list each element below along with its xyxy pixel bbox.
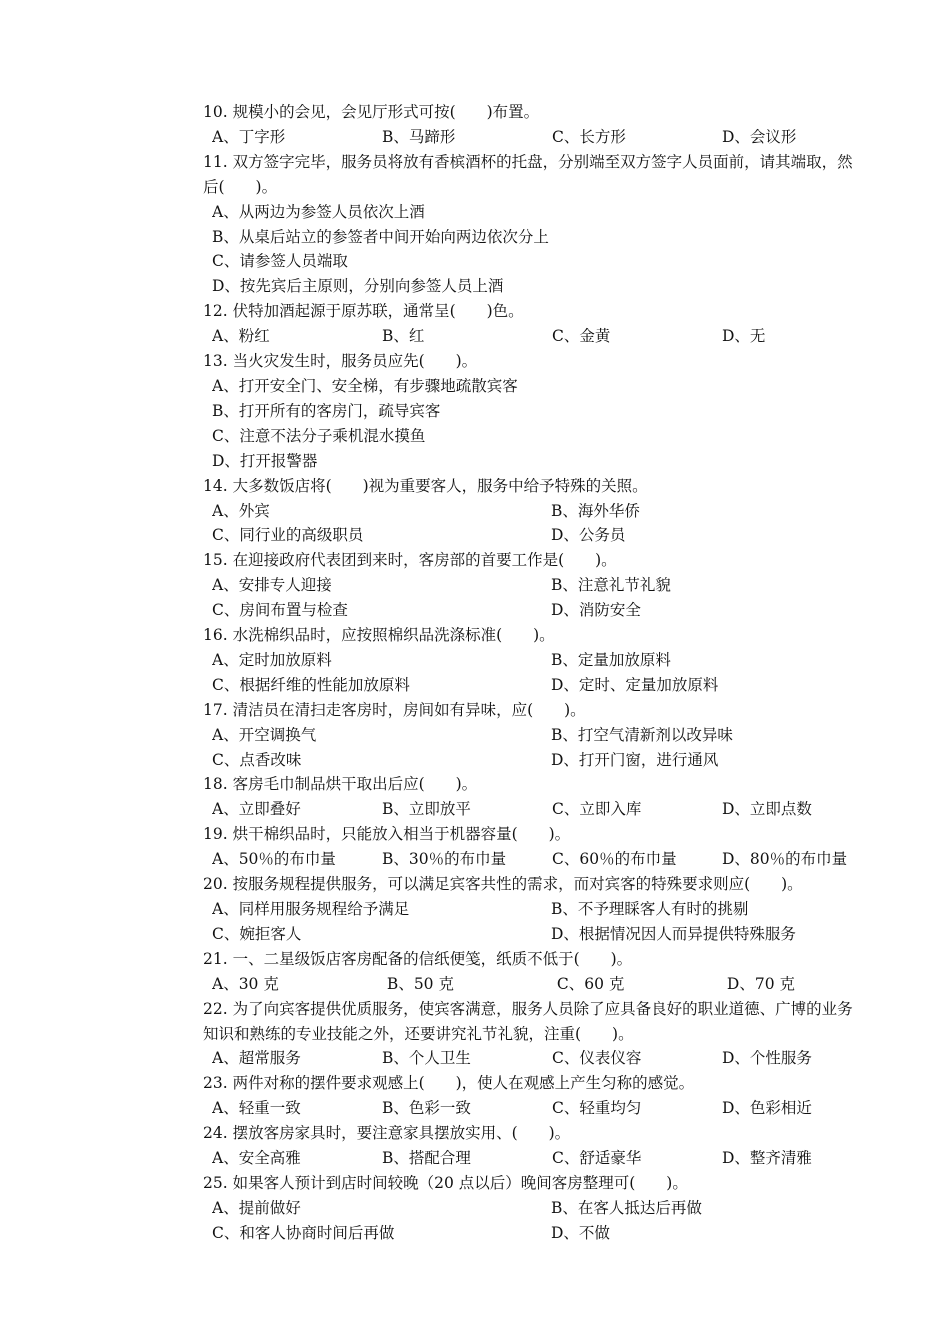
option-list [203,1146,863,1171]
answer-option: D、整齐清雅 [722,1149,812,1168]
answer-option: C、仪表仪容 [552,1049,642,1068]
answer-option: D、色彩相近 [722,1099,812,1118]
answer-option: A、外宾 [212,501,270,520]
answer-option: A、安全高雅 [212,1149,301,1168]
exam-page [203,100,863,1246]
option-list [203,1096,863,1121]
question-text: 14. 大多数饭店将( )视为重要客人，服务中给予特殊的关照。 [203,476,648,495]
answer-option: C、注意不法分子乘机混水摸鱼 [212,426,426,445]
answer-option: B、立即放平 [382,800,471,819]
answer-option: B、不予理睬客人有时的挑剔 [551,900,749,918]
answer-option: D、根据情况因人而异提供特殊服务 [551,924,796,943]
question-text: 17. 清洁员在清扫走客房时，房间如有异味，应( )。 [203,700,586,719]
answer-option: D、个性服务 [722,1049,812,1068]
answer-option: C、立即入库 [552,800,642,819]
answer-option: A、粉红 [212,327,270,346]
answer-option: C、长方形 [552,127,626,146]
answer-option: A、从两边为参签人员依次上酒 [212,202,425,221]
answer-option: B、打开所有的客房门，疏导宾客 [212,401,441,420]
question-text: 23. 两件对称的摆件要求观感上( )，使人在观感上产生匀称的感觉。 [203,1074,695,1093]
answer-option: B、在客人抵达后再做 [551,1198,702,1217]
answer-option: C、和客人协商时间后再做 [212,1223,395,1242]
answer-option: C、同行业的高级职员 [212,526,364,545]
answer-option: D、80％的布巾量 [722,850,848,869]
answer-option: A、定时加放原料 [212,650,332,669]
question-text: 22. 为了向宾客提供优质服务，使宾客满意，服务人员除了应具备良好的职业道德、广博的业务知识和熟练的专业技能之外，还要讲究礼节礼貌，注重( )。 [203,999,853,1043]
question-text: 13. 当火灾发生时，服务员应先( )。 [203,352,478,371]
answer-option: D、定时、定量加放原料 [551,675,719,694]
answer-option: B、50 克 [382,974,454,993]
answer-option: B、30％的布巾量 [382,850,507,869]
answer-option: C、舒适豪华 [552,1149,642,1168]
answer-option: A、50％的布巾量 [212,850,336,869]
answer-option: A、同样用服务规程给予满足 [212,900,410,918]
answer-option: B、个人卫生 [382,1049,471,1068]
answer-option: C、60％的布巾量 [552,850,677,869]
answer-option: D、70 克 [722,974,796,993]
answer-option: B、打空气清新剂以改异味 [551,725,733,744]
question-text: 16. 水洗棉织品时，应按照棉织品洗涤标准( )。 [203,626,555,645]
question-text: 12. 伏特加酒起源于原苏联，通常呈( )色。 [203,302,524,321]
answer-option: B、定量加放原料 [551,650,671,669]
answer-option: A、提前做好 [212,1198,301,1217]
question-text: 10. 规模小的会见，会见厅形式可按( )布置。 [203,103,540,121]
answer-option: D、公务员 [551,526,626,545]
answer-option: D、按先宾后主原则，分别向参签人员上酒 [212,277,504,296]
answer-option: B、红 [382,327,425,346]
option-list [203,1046,863,1071]
question-text: 18. 客房毛巾制品烘干取出后应( )。 [203,775,478,794]
question-text: 21. 一、二星级饭店客房配备的信纸便笺，纸质不低于( )。 [203,949,633,968]
option-list [203,723,863,773]
question-text: 19. 烘干棉织品时，只能放入相当于机器容量( )。 [203,825,571,844]
option-list [203,374,863,474]
answer-option: D、不做 [551,1223,610,1242]
answer-option: C、根据纤维的性能加放原料 [212,675,410,694]
option-list [203,499,863,549]
question-text: 11. 双方签字完毕，服务员将放有香槟酒杯的托盘，分别端至双方签字人员面前，请其端取，然后( )。 [203,152,853,196]
answer-option: B、马蹄形 [382,127,456,146]
answer-option: A、开空调换气 [212,725,317,744]
question-text: 24. 摆放客房家具时，要注意家具摆放实用、( )。 [203,1124,571,1143]
answer-option: A、丁字形 [212,127,286,146]
question-text: 25. 如果客人预计到店时间较晚（20 点以后）晚间客房整理可( )。 [203,1173,688,1192]
option-list [203,648,863,698]
option-list [203,1196,863,1246]
answer-option: B、色彩一致 [382,1099,471,1118]
answer-option: C、点香改味 [212,750,302,769]
answer-option: B、注意礼节礼貌 [551,576,671,595]
answer-option: B、搭配合理 [382,1149,471,1168]
option-list [203,972,863,997]
answer-option: B、海外华侨 [551,501,640,520]
answer-option: A、轻重一致 [212,1099,301,1118]
option-list [203,797,863,822]
answer-option: C、婉拒客人 [212,924,302,943]
answer-option: D、打开报警器 [212,451,318,470]
answer-option: B、从桌后站立的参签者中间开始向两边依次分上 [212,227,549,246]
answer-option: A、30 克 [212,974,279,993]
option-list [203,324,863,349]
question-text: 15. 在迎接政府代表团到来时，客房部的首要工作是( )。 [203,551,617,570]
answer-option: A、超常服务 [212,1049,301,1068]
option-list [203,897,863,947]
answer-option: C、请参签人员端取 [212,252,348,271]
answer-option: D、立即点数 [722,800,812,819]
answer-option: C、金黄 [552,327,611,346]
answer-option: A、安排专人迎接 [212,576,332,595]
answer-option: D、打开门窗，进行通风 [551,750,719,769]
answer-option: C、轻重均匀 [552,1099,642,1118]
option-list [203,200,863,300]
answer-option: C、房间布置与检查 [212,601,348,620]
answer-option: A、打开安全门、安全梯，有步骤地疏散宾客 [212,376,518,395]
answer-option: D、无 [722,327,766,346]
answer-option: D、消防安全 [551,601,641,620]
answer-option: C、60 克 [552,974,625,993]
question-text: 20. 按服务规程提供服务，可以满足宾客共性的需求，而对宾客的特殊要求则应( )。 [203,875,803,894]
answer-option: A、立即叠好 [212,800,301,819]
option-list [203,847,863,872]
option-list [203,573,863,623]
answer-option: D、会议形 [722,127,797,146]
option-list [203,125,863,150]
